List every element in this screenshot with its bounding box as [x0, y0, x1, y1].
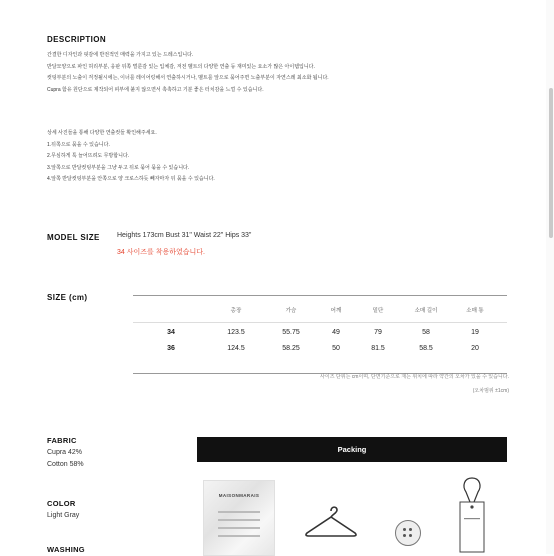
description-paragraph-2: [47, 128, 215, 186]
size-table: [133, 295, 507, 374]
table-cell: 58: [422, 329, 430, 336]
washing-title: WASHING: [47, 545, 85, 554]
fabric-line: Cotton 58%: [47, 461, 84, 468]
size-tolerance-note: (오차범위 ±1cm): [472, 388, 509, 394]
table-header-row: [133, 296, 507, 323]
description-line: Cupra 함유 원단으로 제작되어 피부에 붙지 않으면서 촉촉하고 기분 좋은 터치감을 느낄 수 있습니다.: [47, 86, 264, 93]
description-title: DESCRIPTION: [47, 35, 107, 44]
table-cell: 79: [374, 329, 382, 336]
hanger-icon: [303, 505, 359, 539]
table-cell: 49: [332, 329, 340, 336]
table-cell: 123.5: [227, 329, 245, 336]
table-cell: 55.75: [282, 329, 300, 336]
description-line: 2.무심하게 툭 늘어뜨려도 무방합니다.: [47, 153, 130, 159]
page-scrollbar[interactable]: [546, 0, 554, 554]
scrollbar-thumb[interactable]: [549, 88, 553, 238]
description-line: 상세 사진들을 통해 다양한 연출컷들 확인해주세요.: [47, 130, 157, 136]
table-cell: 124.5: [227, 345, 245, 352]
size-name: 36: [167, 345, 175, 352]
table-cell: 19: [471, 329, 479, 336]
description-line: 3.앞쪽으로 반달컷팅부분을 그냥 두고 뒤로 묶어 묶을 수 있습니다.: [47, 164, 190, 171]
table-row: [133, 343, 507, 363]
color-value: Light Gray: [47, 512, 80, 519]
model-size-note: 34 사이즈를 착용하였습니다.: [117, 249, 206, 256]
description-line: 1.뒤쪽으로 묶을 수 있습니다.: [47, 141, 110, 148]
table-cell: 58.25: [282, 345, 300, 352]
description-line: 4.앞쪽 반달컷팅부분을 안쪽으로 양 크로스하듯 빼자마자 뒤 묶을 수 있습니다.: [47, 176, 215, 182]
spare-button-icon: [395, 520, 421, 546]
description-line: 간결한 디자인과 핏감에 반전적인 매력을 가지고 있는 드레스입니다.: [47, 52, 194, 58]
description-paragraph-1: [47, 50, 329, 96]
fabric-title: FABRIC: [47, 436, 77, 445]
garment-bag-icon: [203, 480, 275, 556]
hang-tag-icon: [452, 476, 492, 554]
size-name: 34: [167, 329, 175, 336]
description-line: 컷팅부분의 노출이 걱정될시에는, 이너를 레이어링해서 연출하시거나, 벨트를 앞으로 묶어주면 노출부분이 자연스레 최소화 됩니다.: [47, 75, 329, 81]
column-header: 밑단: [372, 308, 384, 314]
description-line: 반달모양으로 파인 허리부분, 응판 뒤쪽 벌룬감 있는 입체감, 저전 벨트의 다양한 연출 등 재미있는 요소가 많은 아이템입니다.: [47, 63, 315, 70]
size-title: SIZE (cm): [47, 293, 88, 302]
model-measurements: Heights 173cm Bust 31" Waist 22" Hips 33": [117, 232, 252, 239]
size-note: 사이즈 단위는 cm이며, 단면기준으로 재는 위치에 따라 약간의 오차가 있을 수 있습니다.: [320, 374, 509, 380]
table-row: [133, 323, 507, 343]
column-header: 소매 통: [466, 308, 484, 314]
column-header: 어깨: [330, 308, 342, 314]
column-header: 총장: [230, 308, 242, 314]
table-cell: 58.5: [419, 345, 433, 352]
table-cell: 20: [471, 345, 479, 352]
table-cell: 81.5: [371, 345, 385, 352]
column-header: 소매 길이: [414, 308, 438, 314]
model-size-title: MODEL SIZE: [47, 233, 100, 242]
column-header: 가슴: [285, 308, 297, 314]
bag-brand: MAISONMARAIS: [218, 493, 260, 498]
color-title: COLOR: [47, 499, 76, 508]
fabric-line: Cupra 42%: [47, 449, 83, 456]
packing-header: Packing: [197, 437, 507, 462]
table-cell: 50: [332, 345, 340, 352]
